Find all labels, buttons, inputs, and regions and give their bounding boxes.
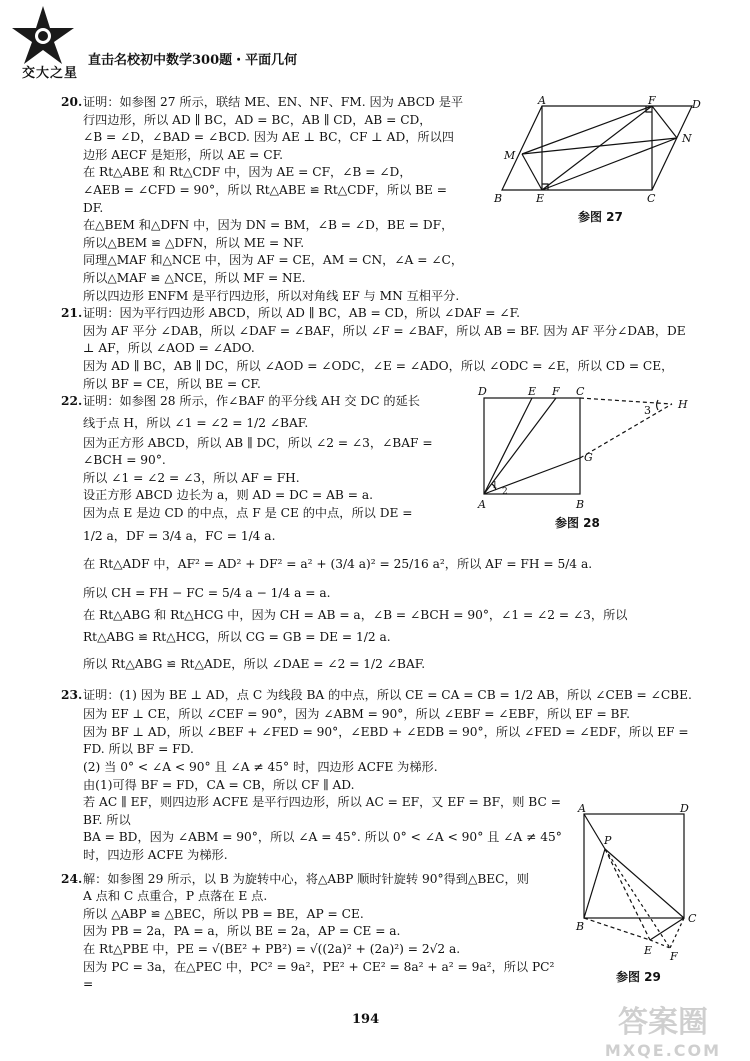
fig28-label: 1 <box>492 481 498 491</box>
text-line: 设正方形 ABCD 边长为 a，则 AD = DC = AB = a. <box>83 488 373 503</box>
fig27-label: A <box>538 96 546 107</box>
fig29-label: B <box>576 920 585 933</box>
text-line: 同理△MAF 和△NCE 中，因为 AF = CE，AM = CN，∠A = ∠C， <box>83 253 464 268</box>
text-line: 证明：(1) 因为 BE ⊥ AD，点 C 为线段 BA 的中点，所以 CE = CA = CB = 1/2 AB，所以 ∠CEB = ∠CBE. <box>83 688 692 703</box>
fig29-label: A <box>578 804 586 815</box>
text-line: 由(1)可得 BF = FD，CA = CB，所以 CF ∥ AD. <box>83 777 355 792</box>
fig28-label: D <box>478 386 487 398</box>
text-line: 边形 AECF 是矩形，所以 AE = CF. <box>83 147 284 162</box>
text-line: 所以△MAF ≌ △NCE，所以 MF = NE. <box>83 270 306 285</box>
logo-text: 交大之星 <box>22 66 79 81</box>
text-line: BA = BD，因为 ∠ABM = 90°，所以 ∠A = 45°. 所以 0° < ∠A < 90° 且 ∠A ≠ 45° <box>83 830 562 845</box>
fig29-label: F <box>670 950 678 963</box>
fig29-label: P <box>604 834 612 847</box>
fig28-label: F <box>552 386 560 398</box>
solutions-text <box>61 94 708 994</box>
text-line: ∠AEB = ∠CFD = 90°，所以 Rt△ABE ≌ Rt△CDF，所以 BE = <box>83 182 448 197</box>
text-line: 所以 CH = FH − FC = 5/4 a − 1/4 a = a. <box>83 585 331 600</box>
problem-number: 22. <box>61 394 83 409</box>
fig29-label: D <box>680 804 689 815</box>
fig27-label: B <box>494 192 503 205</box>
text-line: 在 Rt△PBE 中，PE = √(BE² + PB²) = √((2a)² + (2a)²) = 2√2 a. <box>83 941 461 956</box>
problem-23 <box>61 684 708 864</box>
text-line: 所以 ∠1 = ∠2 = ∠3，所以 AF = FH. <box>83 470 300 485</box>
book-title: 直击名校初中数学300题・平面几何 <box>88 53 298 68</box>
text-line: 1/2 a，DF = 3/4 a，FC = 1/4 a. <box>83 528 276 543</box>
fig27-label: N <box>682 132 692 145</box>
fig29-label: C <box>688 912 697 925</box>
fig28-label: 2 <box>502 487 508 497</box>
fig29-label: E <box>644 944 653 957</box>
watermark <box>588 997 738 1060</box>
fig27-label: D <box>692 98 701 111</box>
watermark-url: MXQE.COM <box>604 1041 722 1060</box>
text-line: FD. 所以 BF = FD. <box>83 742 194 757</box>
fig27-label: F <box>648 96 656 107</box>
text-line: 所以 Rt△ABG ≌ Rt△ADE，所以 ∠DAE = ∠2 = 1/2 ∠BAF. <box>83 657 426 672</box>
fig28-label: 3 <box>644 404 651 417</box>
text-line: 在 Rt△ABG 和 Rt△HCG 中，因为 CH = AB = a，∠B = ∠BCH = 90°，∠1 = ∠2 = ∠3，所以 <box>83 607 628 622</box>
text-line: 所以 △ABP ≌ △BEC，所以 PB = BE，AP = CE. <box>83 906 364 921</box>
problem-21 <box>61 305 708 393</box>
text-line: 线于点 H，所以 ∠1 = ∠2 = 1/2 ∠BAF. <box>83 415 309 430</box>
text-line: ∠B = ∠D，∠BAD = ∠BCD. 因为 AE ⊥ BC，CF ⊥ AD，所以四 <box>83 130 454 145</box>
problem-number: 21. <box>61 306 83 321</box>
problem-number: 23. <box>61 688 83 703</box>
text-line: A 点和 C 点重合，P 点落在 E 点. <box>83 889 268 904</box>
fig28-label: E <box>528 386 537 398</box>
star-logo-icon <box>8 4 78 64</box>
text-line: 因为点 E 是边 CD 的中点，点 F 是 CE 的中点，所以 DE = <box>83 506 413 521</box>
figure-28-caption: 参图 28 <box>555 516 600 530</box>
problem-number: 20. <box>61 95 83 109</box>
text-line: 若 AC ∥ EF，则四边形 ACFE 是平行四边形，所以 AC = EF，又 EF = BF，则 BC = BF. 所以 <box>83 795 561 827</box>
text-line: Rt△ABG ≌ Rt△HCG，所以 CG = GB = DE = 1/2 a. <box>83 630 391 645</box>
fig27-label: M <box>504 149 516 162</box>
text-line: 证明：如参图 27 所示，联结 ME、EN、NF、FM. 因为 ABCD 是平 <box>83 95 464 109</box>
text-line: 解：如参图 29 所示，以 B 为旋转中心，将△ABP 顺时针旋转 90°得到△BEC，则 <box>83 871 529 886</box>
page-number: 194 <box>352 1012 380 1027</box>
text-line: 在 Rt△ADF 中，AF² = AD² + DF² = a² + (3/4 a)² = 25/16 a²，所以 AF = FH = 5/4 a. <box>83 556 593 571</box>
text-line: 在 Rt△ABE 和 Rt△CDF 中，因为 AE = CF，∠B = ∠D， <box>83 165 412 180</box>
fig28-label: A <box>478 498 486 511</box>
figure-29-caption: 参图 29 <box>616 970 661 984</box>
text-line: DF. <box>83 200 104 215</box>
text-line: ∠BCH = 90°. <box>83 453 166 468</box>
fig28-label: C <box>576 386 585 398</box>
text-line: (2) 当 0° < ∠A < 90° 且 ∠A ≠ 45° 时，四边形 ACFE 为梯形. <box>83 760 438 775</box>
fig28-label: H <box>678 398 688 411</box>
text-line: 因为 EF ⊥ CE，所以 ∠CEF = 90°，因为 ∠ABM = 90°，所以 ∠EBF = ∠EBF，所以 EF = BF. <box>83 707 630 722</box>
text-line: 因为 PB = 2a，PA = a，所以 BE = 2a，AP = CE = a. <box>83 924 401 939</box>
text-line: 证明：如参图 28 所示，作∠BAF 的平分线 AH 交 DC 的延长 <box>83 394 420 409</box>
text-line: 所以△BEM ≌ △DFN，所以 ME = NF. <box>83 235 305 250</box>
publisher-logo <box>8 4 78 86</box>
text-line: 所以 BF = CE，所以 BE = CF. <box>83 376 261 391</box>
text-line: 因为 BF ⊥ AD，所以 ∠BEF + ∠FED = 90°，∠EBD + ∠EDB = 90°，所以 ∠FED = ∠EDF，所以 EF = <box>83 724 689 739</box>
problem-number: 24. <box>61 871 83 886</box>
fig27-label: E <box>536 192 545 205</box>
fig28-label: B <box>576 498 585 511</box>
fig28-label: G <box>584 451 593 464</box>
text-line: 时，四边形 ACFE 为梯形. <box>83 848 228 862</box>
fig27-label: C <box>647 192 656 205</box>
figure-27-caption: 参图 27 <box>578 210 623 224</box>
text-line: 证明：因为平行四边形 ABCD，所以 AD ∥ BC，AB = CD，所以 ∠DAF = ∠F. <box>83 306 521 321</box>
text-line: ⊥ AF，所以 ∠AOD = ∠ADO. <box>83 341 255 356</box>
problem-22 <box>61 393 708 678</box>
text-line: 行四边形，所以 AD ∥ BC，AD = BC，AB ∥ CD，AB = CD， <box>83 112 432 127</box>
problem-24 <box>61 871 568 994</box>
text-line: 因为 AD ∥ BC，AB ∥ DC，所以 ∠AOD = ∠ODC，∠E = ∠ADO，所以 ∠ODC = ∠E，所以 CD = CE， <box>83 358 674 373</box>
problem-20 <box>61 94 491 305</box>
text-line: 因为 AF 平分 ∠DAB，所以 ∠DAF = ∠BAF，所以 ∠F = ∠BAF，所以 AB = BF. 因为 AF 平分∠DAB，DE <box>83 323 686 338</box>
text-line: 在△BEM 和△DFN 中，因为 DN = BM，∠B = ∠D，BE = DF， <box>83 218 454 233</box>
text-line: 所以四边形 ENFM 是平行四边形，所以对角线 EF 与 MN 互相平分. <box>83 288 460 303</box>
text-line: 因为 PC = 3a，在△PEC 中，PC² = 9a²，PE² + CE² = 8a² + a² = 9a²，所以 PC² = <box>83 959 555 992</box>
watermark-text: 答案圈 <box>618 1005 708 1040</box>
text-line: 因为正方形 ABCD，所以 AB ∥ DC，所以 ∠2 = ∠3，∠BAF = <box>83 435 433 450</box>
